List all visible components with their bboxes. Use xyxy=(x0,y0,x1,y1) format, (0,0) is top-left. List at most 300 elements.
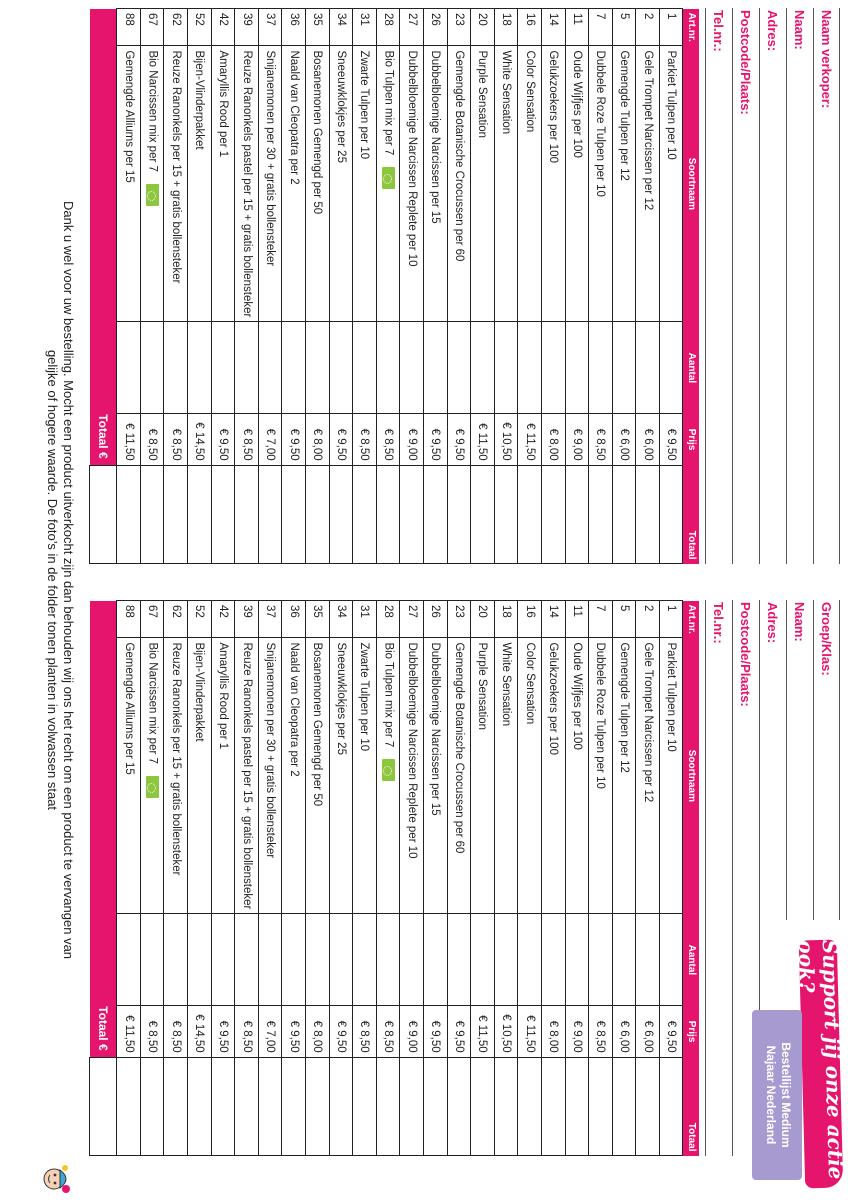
row-total-cell[interactable] xyxy=(589,465,613,563)
art-nr-cell xyxy=(471,601,495,638)
bio-label-icon xyxy=(382,759,395,781)
art-nr-cell-text: 34 xyxy=(334,605,347,618)
quantity-cell[interactable] xyxy=(541,914,565,1006)
quantity-cell[interactable] xyxy=(612,322,636,414)
product-name-cell-text: Gemengde Alliums per 15 xyxy=(122,642,135,775)
price-cell xyxy=(612,414,636,465)
table-row xyxy=(447,9,471,564)
price-cell xyxy=(494,414,518,465)
row-total-cell[interactable] xyxy=(541,1057,565,1155)
row-total-cell[interactable] xyxy=(565,465,589,563)
product-name-cell-text: Zwarte Tulpen per 10 xyxy=(358,642,371,752)
price-cell xyxy=(541,414,565,465)
product-name-cell xyxy=(117,638,141,914)
header-name: Soortnaam xyxy=(683,638,699,914)
row-total-cell[interactable] xyxy=(353,465,377,563)
art-nr-cell-text: 20 xyxy=(476,13,489,26)
table-row xyxy=(400,9,424,564)
row-total-cell[interactable] xyxy=(353,1057,377,1155)
table-row xyxy=(636,601,660,1156)
quantity-cell[interactable] xyxy=(518,322,542,414)
row-total-cell[interactable] xyxy=(636,465,660,563)
price-cell-text: € 6,00 xyxy=(618,428,631,461)
product-name-cell xyxy=(589,638,613,914)
row-total-cell[interactable] xyxy=(258,1057,282,1155)
quantity-cell[interactable] xyxy=(353,322,377,414)
table-row xyxy=(306,9,330,564)
art-nr-cell-text: 39 xyxy=(240,605,253,618)
quantity-cell[interactable] xyxy=(282,322,306,414)
header-price: Prijs xyxy=(683,414,699,465)
quantity-cell[interactable] xyxy=(376,914,400,1006)
price-cell xyxy=(612,1006,636,1057)
table-row xyxy=(140,601,164,1156)
product-name-cell xyxy=(211,638,235,914)
art-nr-cell xyxy=(636,601,660,638)
row-total-cell[interactable] xyxy=(612,1057,636,1155)
table-row xyxy=(376,9,400,564)
quantity-cell[interactable] xyxy=(423,914,447,1006)
field-label: Postcode/Plaats: xyxy=(738,602,754,707)
table-row xyxy=(353,601,377,1156)
art-nr-cell-text: 11 xyxy=(570,605,583,617)
row-total-cell[interactable] xyxy=(471,1057,495,1155)
table-row xyxy=(518,601,542,1156)
table-row xyxy=(376,601,400,1156)
quantity-cell[interactable] xyxy=(235,914,259,1006)
grand-total-field[interactable] xyxy=(90,1057,117,1155)
product-name-cell-text: Reuze Ranonkels per 15 + gratis bollensteker xyxy=(169,642,182,876)
price-cell-text: € 11,50 xyxy=(476,423,489,461)
quantity-cell[interactable] xyxy=(565,322,589,414)
product-name-cell-text: Gele Trompet Narcissen per 12 xyxy=(641,50,654,211)
quantity-cell[interactable] xyxy=(329,322,353,414)
art-nr-cell-text: 88 xyxy=(122,605,135,618)
row-total-cell[interactable] xyxy=(140,465,164,563)
row-total-cell[interactable] xyxy=(447,465,471,563)
quantity-cell[interactable] xyxy=(541,322,565,414)
price-cell-text: € 10,50 xyxy=(500,422,513,461)
order-form-left xyxy=(89,8,840,564)
table-row xyxy=(329,601,353,1156)
art-nr-cell xyxy=(235,601,259,638)
quantity-cell[interactable] xyxy=(211,322,235,414)
quantity-cell[interactable] xyxy=(471,322,495,414)
product-name-cell-text: Dubbele Roze Tulpen per 10 xyxy=(594,642,607,789)
field-postcode[interactable] xyxy=(732,8,759,564)
row-total-cell[interactable] xyxy=(518,465,542,563)
quantity-cell[interactable] xyxy=(659,914,683,1006)
order-table xyxy=(89,8,699,564)
table-row xyxy=(258,601,282,1156)
row-total-cell[interactable] xyxy=(659,465,683,563)
price-cell-text: € 9,00 xyxy=(570,1020,583,1053)
table-row xyxy=(612,9,636,564)
quantity-cell[interactable] xyxy=(164,914,188,1006)
quantity-cell[interactable] xyxy=(447,322,471,414)
table-row xyxy=(211,601,235,1156)
row-total-cell[interactable] xyxy=(211,465,235,563)
art-nr-cell xyxy=(612,9,636,46)
quantity-cell[interactable] xyxy=(188,322,212,414)
quantity-cell[interactable] xyxy=(306,914,330,1006)
quantity-cell[interactable] xyxy=(400,322,424,414)
quantity-cell[interactable] xyxy=(140,322,164,414)
product-name-cell xyxy=(376,638,400,914)
price-cell xyxy=(235,1006,259,1057)
art-nr-cell-text: 37 xyxy=(264,605,277,618)
art-nr-cell-text: 7 xyxy=(594,605,607,612)
art-nr-cell-text: 5 xyxy=(618,13,631,20)
art-nr-cell xyxy=(353,601,377,638)
row-total-cell[interactable] xyxy=(400,465,424,563)
product-name-cell-text: Snijanemonen per 30 + gratis bollensteker xyxy=(264,642,277,859)
price-cell xyxy=(565,1006,589,1057)
product-name-cell-text: Snijanemonen per 30 + gratis bollensteker xyxy=(264,50,277,267)
product-name-cell-text: Bijen-Vlinderpakket xyxy=(193,50,206,150)
product-name-cell-text: Bio Tulpen mix per 7 xyxy=(382,642,395,748)
table-row xyxy=(164,9,188,564)
price-cell-text: € 9,00 xyxy=(405,428,418,461)
art-nr-cell xyxy=(235,9,259,46)
product-name-cell-text: Bio Narcissen mix per 7 xyxy=(146,642,159,764)
table-row xyxy=(211,9,235,564)
quantity-cell[interactable] xyxy=(589,322,613,414)
product-name-cell-text: Gemengde Tulpen per 12 xyxy=(618,642,631,773)
price-cell xyxy=(541,1006,565,1057)
quantity-cell[interactable] xyxy=(659,322,683,414)
product-name-cell-text: Bosanemonen Gemengd per 50 xyxy=(311,642,324,807)
art-nr-cell xyxy=(612,601,636,638)
product-name-cell-text: White Sensation xyxy=(500,50,513,135)
product-name-cell xyxy=(659,46,683,322)
field-label: Naam: xyxy=(792,10,808,50)
row-total-cell[interactable] xyxy=(423,1057,447,1155)
field-name[interactable] xyxy=(786,8,813,564)
bio-label-icon xyxy=(146,776,159,798)
field-label: Adres: xyxy=(765,10,781,52)
price-cell-text: € 14,50 xyxy=(193,1014,206,1053)
price-cell xyxy=(258,1006,282,1057)
price-cell xyxy=(329,1006,353,1057)
quantity-cell[interactable] xyxy=(565,914,589,1006)
product-name-cell-text: Oude Wijfjes per 100 xyxy=(570,50,583,158)
row-total-cell[interactable] xyxy=(306,465,330,563)
art-nr-cell xyxy=(117,9,141,46)
price-cell-text: € 11,50 xyxy=(476,1015,489,1053)
row-total-cell[interactable] xyxy=(541,465,565,563)
product-name-cell-text: Gelukzoekers per 100 xyxy=(547,50,560,163)
table-row xyxy=(589,9,613,564)
field-label: Postcode/Plaats: xyxy=(738,10,754,115)
row-total-cell[interactable] xyxy=(494,1057,518,1155)
product-name-cell xyxy=(494,46,518,322)
quantity-cell[interactable] xyxy=(494,322,518,414)
quantity-cell[interactable] xyxy=(140,914,164,1006)
product-name-cell xyxy=(447,638,471,914)
table-row xyxy=(565,601,589,1156)
grand-total-label: Totaal € xyxy=(90,9,117,466)
art-nr-cell xyxy=(211,9,235,46)
table-row xyxy=(117,601,141,1156)
product-name-cell xyxy=(518,46,542,322)
quantity-cell[interactable] xyxy=(612,914,636,1006)
product-name-cell-text: Purple Sensation xyxy=(476,642,489,731)
art-nr-cell-text: 39 xyxy=(240,13,253,26)
row-total-cell[interactable] xyxy=(117,1057,141,1155)
field-phone[interactable] xyxy=(705,600,732,1156)
product-name-cell-text: Zwarte Tulpen per 10 xyxy=(358,50,371,160)
art-nr-cell-text: 34 xyxy=(334,13,347,26)
quantity-cell[interactable] xyxy=(306,322,330,414)
price-cell-text: € 11,50 xyxy=(122,1015,135,1053)
art-nr-cell-text: 27 xyxy=(405,13,418,26)
quantity-cell[interactable] xyxy=(329,914,353,1006)
mascot-icon xyxy=(40,1162,74,1196)
art-nr-cell-text: 42 xyxy=(216,605,229,618)
price-cell xyxy=(659,1006,683,1057)
price-cell-text: € 7,00 xyxy=(264,428,277,461)
art-nr-cell-text: 62 xyxy=(169,605,182,618)
quantity-cell[interactable] xyxy=(258,914,282,1006)
row-total-cell[interactable] xyxy=(282,465,306,563)
art-nr-cell-text: 31 xyxy=(358,13,371,26)
product-name-cell xyxy=(329,638,353,914)
field-address[interactable] xyxy=(759,8,786,564)
row-total-cell[interactable] xyxy=(235,1057,259,1155)
price-cell xyxy=(306,1006,330,1057)
price-cell xyxy=(117,1006,141,1057)
art-nr-cell xyxy=(329,9,353,46)
table-row xyxy=(258,9,282,564)
row-total-cell[interactable] xyxy=(518,1057,542,1155)
product-name-cell-text: Naald van Cleopatra per 2 xyxy=(287,642,300,777)
row-total-cell[interactable] xyxy=(329,465,353,563)
row-total-cell[interactable] xyxy=(258,465,282,563)
quantity-cell[interactable] xyxy=(235,322,259,414)
table-row xyxy=(140,9,164,564)
grand-total-row xyxy=(90,9,117,564)
bio-label-icon xyxy=(146,184,159,206)
quantity-cell[interactable] xyxy=(282,914,306,1006)
art-nr-cell xyxy=(400,9,424,46)
quantity-cell[interactable] xyxy=(636,322,660,414)
product-name-cell xyxy=(589,46,613,322)
header-qty: Aantal xyxy=(683,322,699,414)
price-cell xyxy=(140,414,164,465)
quantity-cell[interactable] xyxy=(117,914,141,1006)
product-name-cell-text: Purple Sensation xyxy=(476,50,489,139)
price-cell xyxy=(589,414,613,465)
row-total-cell[interactable] xyxy=(612,465,636,563)
product-name-cell-text: Reuze Ranonkels per 15 + gratis bollensteker xyxy=(169,50,182,284)
art-nr-cell-text: 27 xyxy=(405,605,418,618)
header-artnr: Art.nr. xyxy=(683,601,699,638)
art-nr-cell xyxy=(494,9,518,46)
row-total-cell[interactable] xyxy=(565,1057,589,1155)
art-nr-cell xyxy=(329,601,353,638)
art-nr-cell-text: 5 xyxy=(618,605,631,612)
art-nr-cell xyxy=(565,601,589,638)
price-cell-text: € 8,00 xyxy=(311,428,324,461)
price-cell xyxy=(164,1006,188,1057)
art-nr-cell-text: 88 xyxy=(122,13,135,26)
price-cell-text: € 6,00 xyxy=(641,1020,654,1053)
row-total-cell[interactable] xyxy=(376,465,400,563)
product-name-cell-text: White Sensation xyxy=(500,642,513,727)
product-name-cell xyxy=(636,638,660,914)
product-name-cell-text: Bio Narcissen mix per 7 xyxy=(146,50,159,172)
price-cell-text: € 8,50 xyxy=(358,428,371,461)
art-nr-cell xyxy=(659,601,683,638)
row-total-cell[interactable] xyxy=(589,1057,613,1155)
quantity-cell[interactable] xyxy=(589,914,613,1006)
row-total-cell[interactable] xyxy=(636,1057,660,1155)
row-total-cell[interactable] xyxy=(447,1057,471,1155)
product-name-cell-text: Sneeuwklokjes per 25 xyxy=(334,642,347,755)
field-phone[interactable] xyxy=(705,8,732,564)
product-name-cell xyxy=(258,46,282,322)
price-cell xyxy=(518,1006,542,1057)
price-cell-text: € 9,50 xyxy=(429,1020,442,1053)
table-row xyxy=(541,601,565,1156)
quantity-cell[interactable] xyxy=(376,322,400,414)
row-total-cell[interactable] xyxy=(282,1057,306,1155)
price-cell xyxy=(494,1006,518,1057)
price-cell xyxy=(353,414,377,465)
art-nr-cell xyxy=(471,9,495,46)
table-row xyxy=(282,601,306,1156)
quantity-cell[interactable] xyxy=(636,914,660,1006)
row-total-cell[interactable] xyxy=(494,465,518,563)
product-name-cell xyxy=(188,46,212,322)
quantity-cell[interactable] xyxy=(400,914,424,1006)
quantity-cell[interactable] xyxy=(188,914,212,1006)
table-row xyxy=(117,9,141,564)
price-cell xyxy=(140,1006,164,1057)
art-nr-cell xyxy=(306,601,330,638)
product-name-cell xyxy=(306,46,330,322)
art-nr-cell xyxy=(306,9,330,46)
quantity-cell[interactable] xyxy=(471,914,495,1006)
quantity-cell[interactable] xyxy=(353,914,377,1006)
price-cell-text: € 9,50 xyxy=(216,428,229,461)
row-total-cell[interactable] xyxy=(329,1057,353,1155)
art-nr-cell-text: 11 xyxy=(570,13,583,25)
product-name-cell xyxy=(306,638,330,914)
table-row xyxy=(612,601,636,1156)
header-qty: Aantal xyxy=(683,914,699,1006)
table-row xyxy=(400,601,424,1156)
table-row xyxy=(235,601,259,1156)
art-nr-cell xyxy=(376,9,400,46)
quantity-cell[interactable] xyxy=(423,322,447,414)
quantity-cell[interactable] xyxy=(518,914,542,1006)
header-artnr: Art.nr. xyxy=(683,9,699,46)
price-cell xyxy=(164,414,188,465)
art-nr-cell xyxy=(541,9,565,46)
price-cell xyxy=(636,1006,660,1057)
product-name-cell xyxy=(164,638,188,914)
product-name-cell-text: Gemengde Botanische Crocussen per 60 xyxy=(452,50,465,262)
product-name-cell xyxy=(612,46,636,322)
product-name-cell-text: Bio Tulpen mix per 7 xyxy=(382,50,395,156)
footer-line2: gelijke of hogere waarde. De foto’s in de folder tonen planten in volwassen staat xyxy=(45,349,60,811)
row-total-cell[interactable] xyxy=(117,465,141,563)
row-total-cell[interactable] xyxy=(376,1057,400,1155)
product-name-cell-text: Gemengde Alliums per 15 xyxy=(122,50,135,183)
product-name-cell xyxy=(636,46,660,322)
row-total-cell[interactable] xyxy=(188,1057,212,1155)
product-name-cell-text: Gele Trompet Narcissen per 12 xyxy=(641,642,654,803)
row-total-cell[interactable] xyxy=(306,1057,330,1155)
price-cell-text: € 8,00 xyxy=(547,428,560,461)
field-group-class[interactable] xyxy=(813,600,840,920)
product-name-cell-text: Color Sensation xyxy=(523,50,536,133)
art-nr-cell xyxy=(589,601,613,638)
product-name-cell-text: Bijen-Vlinderpakket xyxy=(193,642,206,742)
art-nr-cell-text: 42 xyxy=(216,13,229,26)
price-cell xyxy=(471,414,495,465)
quantity-cell[interactable] xyxy=(211,914,235,1006)
art-nr-cell xyxy=(518,601,542,638)
row-total-cell[interactable] xyxy=(235,465,259,563)
grand-total-field[interactable] xyxy=(90,465,117,563)
art-nr-cell-text: 26 xyxy=(429,605,442,618)
row-total-cell[interactable] xyxy=(423,465,447,563)
product-name-cell xyxy=(117,46,141,322)
row-total-cell[interactable] xyxy=(188,465,212,563)
art-nr-cell xyxy=(164,9,188,46)
price-cell-text: € 9,00 xyxy=(570,428,583,461)
row-total-cell[interactable] xyxy=(471,465,495,563)
price-cell-text: € 11,50 xyxy=(523,1015,536,1053)
price-cell-text: € 8,00 xyxy=(547,1020,560,1053)
product-name-cell xyxy=(565,638,589,914)
price-cell xyxy=(565,414,589,465)
product-name-cell xyxy=(471,638,495,914)
quantity-cell[interactable] xyxy=(447,914,471,1006)
product-name-cell xyxy=(353,46,377,322)
product-name-cell xyxy=(353,638,377,914)
art-nr-cell-text: 1 xyxy=(665,13,678,20)
quantity-cell[interactable] xyxy=(164,322,188,414)
price-cell xyxy=(471,1006,495,1057)
art-nr-cell-text: 35 xyxy=(311,605,324,618)
row-total-cell[interactable] xyxy=(659,1057,683,1155)
quantity-cell[interactable] xyxy=(258,322,282,414)
art-nr-cell-text: 37 xyxy=(264,13,277,26)
row-total-cell[interactable] xyxy=(140,1057,164,1155)
field-name[interactable] xyxy=(786,600,813,920)
price-cell xyxy=(306,414,330,465)
row-total-cell[interactable] xyxy=(211,1057,235,1155)
quantity-cell[interactable] xyxy=(494,914,518,1006)
quantity-cell[interactable] xyxy=(117,322,141,414)
row-total-cell[interactable] xyxy=(400,1057,424,1155)
table-row xyxy=(447,601,471,1156)
price-cell-text: € 8,50 xyxy=(358,1020,371,1053)
footer-line1: Dank u wel voor uw bestelling. Mocht een product uitverkocht zijn dan behouden wij ons het recht om een product te vervangen van xyxy=(61,200,76,960)
field-seller-name[interactable] xyxy=(813,8,840,564)
price-cell-text: € 9,00 xyxy=(405,1020,418,1053)
product-name-cell-text: Parkiet Tulpen per 10 xyxy=(665,50,678,160)
row-total-cell[interactable] xyxy=(164,1057,188,1155)
row-total-cell[interactable] xyxy=(164,465,188,563)
art-nr-cell-text: 23 xyxy=(452,13,465,26)
art-nr-cell xyxy=(636,9,660,46)
price-cell xyxy=(589,1006,613,1057)
